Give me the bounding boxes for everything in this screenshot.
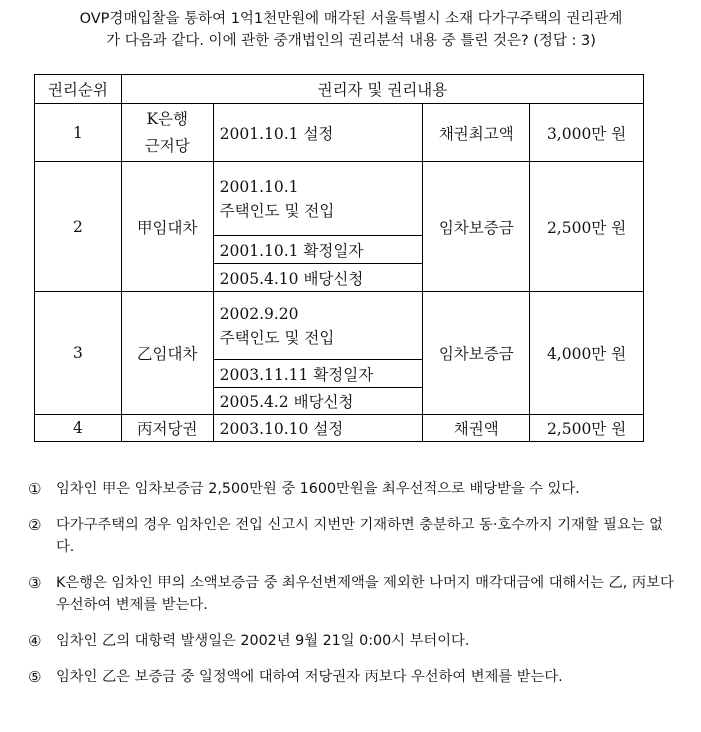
detail-cell bbox=[213, 162, 423, 236]
holder-cell: 甲임대차 bbox=[121, 162, 213, 292]
kind-cell: 채권최고액 bbox=[423, 104, 530, 162]
table-row bbox=[35, 162, 644, 236]
amount-cell: 3,000만 원 bbox=[530, 104, 644, 162]
choice-text: 다가구주택의 경우 임차인은 전입 신고시 지번만 기재하면 충분하고 동·호수까지 기재할 필요는 없다. bbox=[56, 517, 663, 555]
detail-cell bbox=[213, 292, 423, 360]
amount-cell: 2,500만 원 bbox=[530, 162, 644, 292]
choice-number: ② bbox=[28, 516, 42, 534]
table-row bbox=[35, 104, 644, 162]
rights-table bbox=[34, 74, 644, 442]
detail-event: 주택인도 및 전입 bbox=[219, 201, 335, 220]
kind-cell: 채권액 bbox=[423, 415, 530, 442]
detail-cell: 2005.4.2 배당신청 bbox=[213, 388, 423, 415]
header-rank: 권리순위 bbox=[35, 75, 122, 104]
choice-number: ③ bbox=[28, 574, 42, 592]
question-line-1: OVP경매입찰을 통하여 1억1천만원에 매각된 서울특별시 소재 다가구주택의 권리관계 bbox=[79, 11, 623, 27]
choice-text: 임차인 乙은 보증금 중 일정액에 대하여 저당권자 丙보다 우선하여 변제를 받는다. bbox=[56, 669, 563, 685]
choice-5 bbox=[28, 666, 678, 688]
header-content: 권리자 및 권리내용 bbox=[121, 75, 643, 104]
detail-cell: 2003.10.10 설정 bbox=[213, 415, 423, 442]
question-line-2: 가 다음과 같다. 이에 관한 중개법인의 권리분석 내용 중 틀린 것은? (정답 : 3) bbox=[106, 33, 596, 49]
detail-date: 2001.10.1 bbox=[219, 177, 299, 196]
choice-text: K은행은 임차인 甲의 소액보증금 중 최우선변제액을 제외한 나머지 매각대금에 대해서는 乙, 丙보다 우선하여 변제를 받는다. bbox=[56, 575, 674, 613]
amount-cell: 4,000만 원 bbox=[530, 292, 644, 415]
choice-text: 임차인 甲은 임차보증금 2,500만원 중 1600만원을 최우선적으로 배당받을 수 있다. bbox=[56, 481, 580, 497]
choice-number: ⑤ bbox=[28, 668, 42, 686]
detail-date: 2002.9.20 bbox=[219, 304, 299, 323]
table-header-row bbox=[35, 75, 644, 104]
choice-1 bbox=[28, 478, 678, 500]
answer-choices bbox=[28, 478, 678, 702]
table-row bbox=[35, 415, 644, 442]
detail-event: 주택인도 및 전입 bbox=[219, 328, 335, 347]
detail-cell: 2005.4.10 배당신청 bbox=[213, 264, 423, 292]
choice-number: ① bbox=[28, 480, 42, 498]
choice-number: ④ bbox=[28, 632, 42, 650]
holder-line-2: 근저당 bbox=[144, 136, 190, 155]
choice-2 bbox=[28, 514, 678, 558]
holder-cell: 乙임대차 bbox=[121, 292, 213, 415]
holder-cell: 丙저당권 bbox=[121, 415, 213, 442]
kind-cell: 임차보증금 bbox=[423, 162, 530, 292]
table-row bbox=[35, 292, 644, 360]
rank-cell: 2 bbox=[35, 162, 122, 292]
choice-3 bbox=[28, 572, 678, 616]
detail-cell: 2001.10.1 확정일자 bbox=[213, 236, 423, 264]
kind-cell: 임차보증금 bbox=[423, 292, 530, 415]
question-text bbox=[16, 8, 686, 52]
detail-cell: 2001.10.1 설정 bbox=[213, 104, 423, 162]
choice-text: 임차인 乙의 대항력 발생일은 2002년 9월 21일 0:00시 부터이다. bbox=[56, 633, 470, 649]
choice-4 bbox=[28, 630, 678, 652]
holder-line-1: K은행 bbox=[146, 109, 188, 128]
holder-cell bbox=[121, 104, 213, 162]
detail-cell: 2003.11.11 확정일자 bbox=[213, 360, 423, 388]
rank-cell: 3 bbox=[35, 292, 122, 415]
rank-cell: 4 bbox=[35, 415, 122, 442]
amount-cell: 2,500만 원 bbox=[530, 415, 644, 442]
rank-cell: 1 bbox=[35, 104, 122, 162]
